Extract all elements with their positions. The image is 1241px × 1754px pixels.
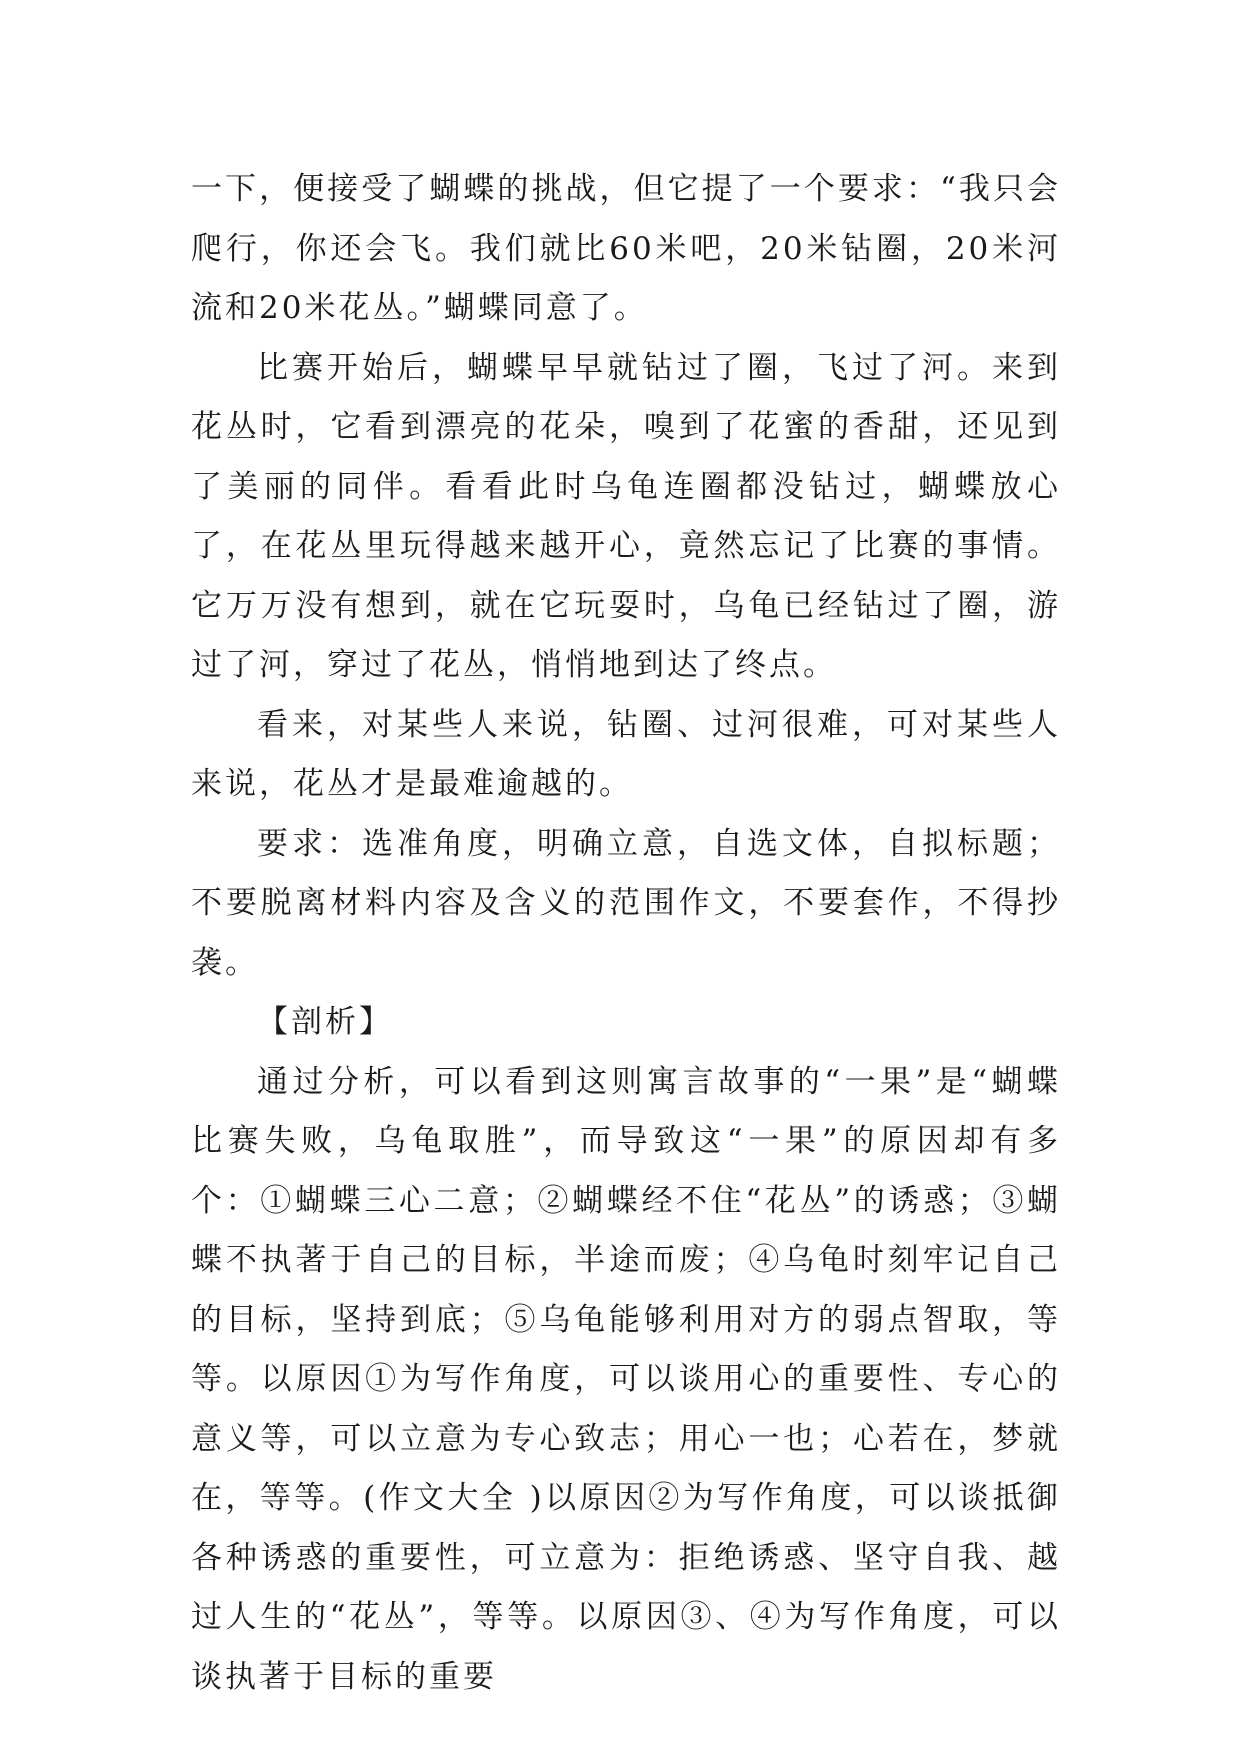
- paragraph-conclusion: 看来，对某些人来说，钻圈、过河很难，可对某些人来说，花丛才是最难逾越的。: [191, 706, 1061, 802]
- document-body: [191, 160, 1061, 1707]
- paragraph-analysis: 通过分析，可以看到这则寓言故事的“一果”是“蝴蝶比赛失败，乌龟取胜”，而导致这“一果”的原因却有多个：①蝴蝶三心二意；②蝴蝶经不住“花丛”的诱惑；③蝴蝶不执著于自己的目标，半途而废；④乌龟时刻牢记自己的目标，坚持到底；⑤乌龟能够利用对方的弱点智取，等等。以原因①为写作角度，可以谈用心的重要性、专心的意义等，可以立意为专心致志；用心一也；心若在，梦就在，等等。(作文大全 )以原因②为写作角度，可以谈抵御各种诱惑的重要性，可立意为：拒绝诱惑、坚守自我、越过人生的“花丛”，等等。以原因③、④为写作角度，可以谈执著于目标的重要: [191, 1063, 1061, 1695]
- analysis-heading: 【剖析】: [257, 1004, 393, 1040]
- paragraph-story-continuation: 一下，便接受了蝴蝶的挑战，但它提了一个要求：“我只会爬行，你还会飞。我们就比60米吧，20米钻圈，20米河流和20米花丛。”蝴蝶同意了。: [191, 171, 1061, 326]
- paragraph-race: 比赛开始后，蝴蝶早早就钻过了圈，飞过了河。来到花丛时，它看到漂亮的花朵，嗅到了花蜜的香甜，还见到了美丽的同伴。看看此时乌龟连圈都没钻过，蝴蝶放心了，在花丛里玩得越来越开心，竟然忘记了比赛的事情。它万万没有想到，就在它玩耍时，乌龟已经钻过了圈，游过了河，穿过了花丛，悄悄地到达了终点。: [191, 349, 1061, 683]
- paragraph-requirements: 要求：选准角度，明确立意，自选文体，自拟标题；不要脱离材料内容及含义的范围作文，不要套作，不得抄袭。: [191, 825, 1061, 981]
